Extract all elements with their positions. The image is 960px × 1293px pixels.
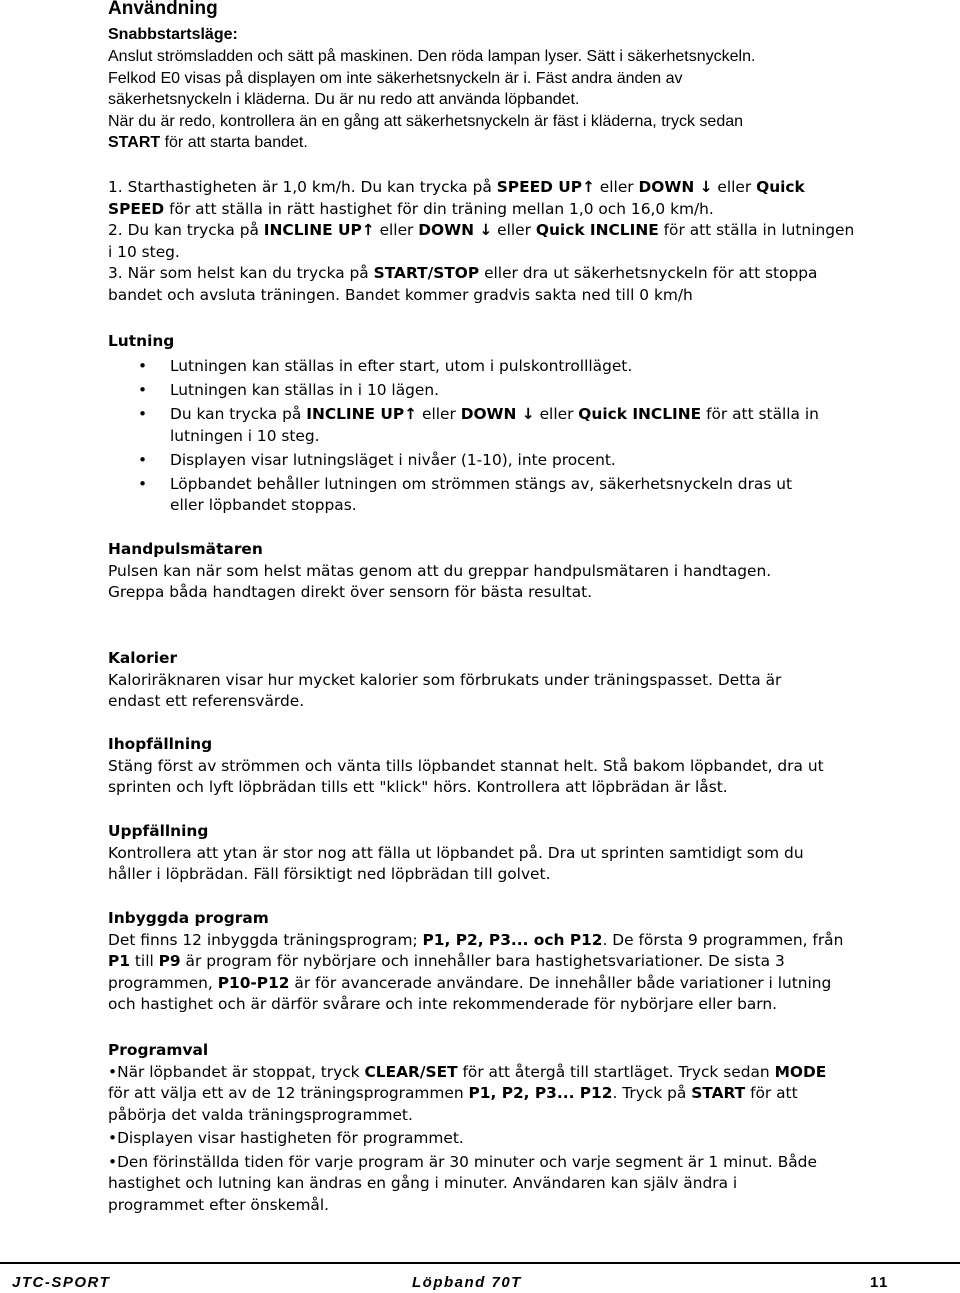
step-2-cont: i 10 steg. — [108, 242, 180, 261]
page-number: 11 — [870, 1274, 889, 1291]
text-line — [108, 930, 848, 952]
text-line: När du är redo, kontrollera än en gång att säkerhetsnyckeln är fäst i kläderna, tryck sedan — [108, 112, 744, 130]
list-item — [108, 404, 848, 447]
down-key: DOWN ↓ — [460, 405, 535, 423]
section-heading-handpuls: Handpulsmätaren — [108, 540, 263, 558]
text-line: Kontrollera att ytan är stor nog att fälla ut löpbandet på. Dra ut sprinten samtidigt som du — [108, 843, 804, 862]
text-fragment: är för avancerade användare. De innehåller både variationer i lutning — [289, 973, 832, 992]
text-fragment: för att ställa in rätt hastighet för din träning mellan 1,0 och 16,0 km/h. — [164, 199, 714, 218]
section-heading-lutning: Lutning — [108, 332, 175, 350]
footer-brand: JTC-SPORT — [12, 1274, 111, 1291]
text-line: och hastighet och är därför svårare och inte rekommenderade för nybörjare eller barn. — [108, 995, 778, 1013]
text-fragment: eller — [594, 178, 639, 196]
text-fragment: för att välja ett av de 12 träningsprogrammen — [108, 1084, 469, 1102]
bullet-icon: • — [138, 381, 148, 399]
text-fragment: Lutningen kan ställas in efter start, utom i pulskontrollläget. — [170, 357, 633, 375]
incline-up-key: INCLINE UP↑ — [306, 405, 418, 423]
text-fragment: . Tryck på — [612, 1084, 692, 1102]
quick-incline-key: Quick INCLINE — [578, 405, 702, 423]
bullet-icon: • — [138, 405, 148, 423]
footer-divider — [0, 1262, 960, 1264]
text-fragment: för att ställa in — [701, 405, 819, 423]
section-handpuls — [108, 539, 848, 604]
text-line — [108, 1062, 848, 1084]
text-fragment: eller — [492, 221, 536, 239]
program-p9: P9 — [158, 952, 181, 970]
speed-key: SPEED — [108, 199, 165, 218]
start-key: START — [691, 1084, 746, 1102]
text-line: Felkod E0 visas på displayen om inte säkerhetsnyckeln är i. Fäst andra änden av — [108, 69, 683, 87]
step-2 — [108, 220, 855, 242]
clear-set-key: CLEAR/SET — [364, 1062, 458, 1081]
section-kalorier — [108, 648, 848, 713]
text-line: håller i löpbrädan. Fäll försiktigt ned löpbrädan till golvet. — [108, 865, 551, 883]
program-p10-p12: P10-P12 — [217, 973, 290, 992]
section-heading-program: Inbyggda program — [108, 909, 269, 927]
text-line: säkerhetsnyckeln i kläderna. Du är nu redo att använda löpbandet. — [108, 91, 580, 108]
start-keyword: START — [108, 134, 161, 151]
section-heading-ihopfallning: Ihopfällning — [108, 735, 213, 753]
bullet-icon: • — [138, 357, 148, 375]
text-line: •Den förinställda tiden för varje program är 30 minuter och varje segment är 1 minut. Både — [108, 1152, 817, 1171]
text-fragment: •När löpbandet är stoppat, tryck — [108, 1062, 365, 1081]
text-line: •Displayen visar hastigheten för programmet. — [108, 1129, 464, 1147]
text-line: Pulsen kan när som helst mätas genom att du greppar handpulsmätaren i handtagen. — [108, 561, 772, 580]
list-item — [108, 450, 848, 472]
mode-key: MODE — [774, 1062, 827, 1081]
program-p1: P1 — [108, 952, 130, 970]
step-3-cont: bandet och avsluta träningen. Bandet kommer gradvis sakta ned till 0 km/h — [108, 285, 693, 304]
step-1 — [108, 177, 848, 199]
text-fragment: eller dra ut säkerhetsnyckeln för att stoppa — [479, 264, 818, 282]
text-fragment: eller — [712, 178, 757, 196]
text-line — [170, 404, 848, 426]
section-lutning — [108, 331, 848, 353]
text-fragment: 1. Starthastigheten är 1,0 km/h. Du kan trycka på — [108, 178, 497, 196]
text-line: Stäng först av strömmen och vänta tills löpbandet stannat helt. Stå bakom löpbandet, dra ut — [108, 756, 824, 775]
text-line — [108, 951, 848, 973]
text-line — [108, 132, 848, 154]
snabbstart-text — [108, 46, 848, 154]
list-item — [108, 380, 848, 402]
text-line: sprinten och lyft löpbrädan tills ett "klick" hörs. Kontrollera att löpbrädan är låst. — [108, 778, 728, 796]
lutning-bullets — [108, 356, 848, 519]
text-line: lutningen i 10 steg. — [170, 426, 320, 445]
section-heading-uppfallning: Uppfällning — [108, 822, 209, 840]
text-fragment: eller — [417, 405, 461, 423]
text-line — [108, 1083, 848, 1105]
text-fragment: eller — [374, 221, 419, 239]
text-fragment: Du kan trycka på — [170, 405, 307, 423]
steps-list — [108, 177, 855, 306]
text-line: hastighet och lutning kan ändras en gång i minuter. Användaren kan själv ändra i — [108, 1174, 738, 1192]
incline-up-key: INCLINE UP↑ — [263, 221, 375, 239]
section-heading-snabbstart: Snabbstartsläge: — [108, 26, 238, 43]
text-fragment: för att starta bandet. — [160, 134, 308, 151]
text-line — [108, 973, 848, 995]
list-item — [108, 474, 848, 517]
program-list: P1, P2, P3... P12 — [468, 1084, 613, 1102]
text-fragment: programmen, — [108, 973, 218, 992]
text-fragment: . De första 9 programmen, från — [602, 930, 844, 949]
text-line: Greppa båda handtagen direkt över sensorn för bästa resultat. — [108, 583, 593, 601]
section-program — [108, 908, 848, 1016]
quick-incline-key: Quick INCLINE — [535, 221, 659, 239]
text-line: programmet efter önskemål. — [108, 1195, 330, 1214]
text-fragment: till — [130, 952, 159, 970]
text-fragment: Displayen visar lutningsläget i nivåer (1-10), inte procent. — [170, 450, 616, 469]
list-item — [108, 356, 848, 378]
down-key: DOWN ↓ — [638, 178, 713, 196]
start-stop-key: START/STOP — [373, 264, 480, 282]
text-line: påbörja det valda träningsprogrammet. — [108, 1105, 413, 1124]
section-uppfallning — [108, 821, 848, 886]
footer-product: Löpband 70T — [412, 1274, 522, 1291]
program-list: P1, P2, P3... och P12 — [422, 930, 603, 949]
bullet-icon: • — [138, 450, 148, 469]
text-line: Anslut strömsladden och sätt på maskinen. Den röda lampan lyser. Sätt i säkerhetsnyckeln. — [108, 48, 756, 65]
step-3 — [108, 263, 848, 285]
text-fragment: för att återgå till startläget. Tryck sedan — [457, 1062, 775, 1081]
text-fragment: 2. Du kan trycka på — [108, 221, 264, 239]
text-fragment: för att ställa in lutningen — [658, 221, 855, 239]
down-key: DOWN ↓ — [418, 221, 493, 239]
speed-up-key: SPEED UP↑ — [496, 178, 595, 196]
text-line: eller löpbandet stoppas. — [170, 496, 357, 514]
text-fragment: eller — [534, 405, 579, 423]
bullet-icon: • — [138, 474, 148, 493]
section-ihopfallning — [108, 734, 848, 799]
section-programval — [108, 1040, 848, 1216]
text-line: Löpbandet behåller lutningen om strömmen stängs av, säkerhetsnyckeln dras ut — [170, 474, 793, 493]
text-fragment: är program för nybörjare och innehåller bara hastighetsvariationer. De sista 3 — [180, 952, 785, 970]
text-fragment: för att — [745, 1084, 798, 1102]
section-heading-kalorier: Kalorier — [108, 649, 178, 667]
quick-key: Quick — [756, 178, 805, 196]
text-fragment: Det finns 12 inbyggda träningsprogram; — [108, 930, 423, 949]
page-title: Användning — [108, 0, 218, 19]
text-line: endast ett referensvärde. — [108, 692, 305, 710]
text-fragment: Lutningen kan ställas in i 10 lägen. — [170, 381, 440, 399]
step-1-cont — [108, 199, 848, 221]
section-heading-programval: Programval — [108, 1041, 209, 1059]
text-line: Kaloriräknaren visar hur mycket kalorier som förbrukats under träningspasset. Detta är — [108, 670, 782, 689]
text-fragment: 3. När som helst kan du trycka på — [108, 264, 374, 282]
